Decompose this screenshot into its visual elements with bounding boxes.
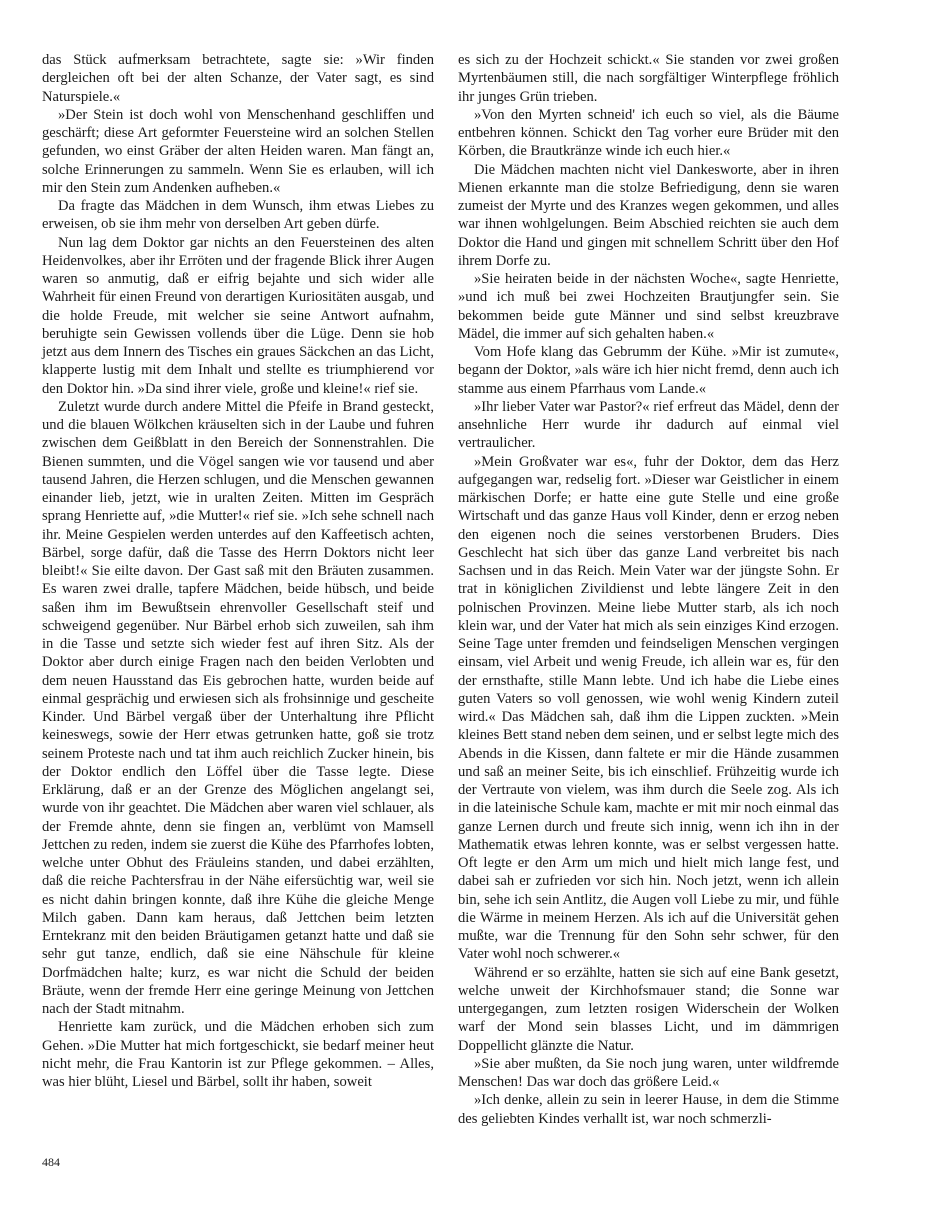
- paragraph: Die Mädchen machten nicht viel Dankesworte, aber in ihren Mienen erkannte man die stolze Befriedigung, denn sie waren zumeist der Myrte und des Kranzes wegen gekommen, und alles war ihnen wohlgelungen. Beim Abschied reichten sie auch dem Doktor die Hand und gingen mit schnellem Schritt über den Hof ihrem Dorfe zu.: [458, 161, 839, 269]
- paragraph: es sich zu der Hochzeit schickt.« Sie standen vor zwei großen Myrtenbäumen still, die nach sorgfältiger Winterpflege fröhlich ihr junges Grün trieben.: [458, 52, 839, 105]
- paragraph: »Mein Großvater war es«, fuhr der Doktor, dem das Herz aufgegangen war, redselig fort. »Dieser war Geistlicher in einem märkischen Dorfe; er hatte eine gute Stelle und eine große Wirtschaft und das ganze Haus voll Kinder, denn er erzog neben den eigenen noch die seines verstorbenen Bruders. Dies Geschlecht hat sich über das ganze Land verbreitet bis nach Sachsen und in das Reich. Mein Vater war der jüngste Sohn. Er trat in königlichen Zivildienst und lebte längere Zeit in den polnischen Provinzen. Meine liebe Mutter starb, als ich noch klein war, und der Vater hat mich als sein einziges Kind erzogen. Seine Tage unter fremden und feindseligen Menschen vergingen einsam, viel Arbeit und wenig Freude, ich allein war es, für den der ernsthafte, stille Mann lebte. Und ich habe die Liebe eines guten Vaters so voll genossen, wie wohl wenig Kindern zuteil wird.« Das Mädchen sah, daß ihm die Lippen zuckten. »Mein kleines Bett stand neben dem seinen, und er selbst legte mich des Abends in die Kissen, dann faltete er mir die Hände zusammen und saß an meiner Seite, bis ich einschlief. Frühzeitig wurde ich der Vertraute von vielem, was ihm durch die Seele zog. Als ich in die lateinische Schule kam, machte er mit mir noch einmal das ganze Lernen durch und freute sich innig, wenn ich ihn in der Mathematik etwas lehren konnte, was er selbst vergessen hatte. Oft legte er den Arm um mich und hielt mich lange fest, und dabei sah er zufrieden vor sich hin. Noch jetzt, wenn ich allein bin, sehe ich sein Antlitz, die Augen voll Liebe zu mir, und fühle die Wärme in meinem Herzen. Als ich auf die Universität gehen mußte, war die Trennung für den Sohn sehr schwer, für den Vater wohl noch schwerer.«: [458, 453, 839, 963]
- left-column: [42, 51, 434, 1091]
- paragraph: »Der Stein ist doch wohl von Menschenhand geschliffen und geschärft; diese Art geformter Feuersteine wird an solchen Stellen gefunden, wo einst Gräber der alten Heiden waren. Man fängt an, solche Erinnerungen zu sammeln. Wenn Sie es erlauben, will ich mir den Stein zum Andenken aufheben.«: [42, 106, 434, 196]
- paragraph: Henriette kam zurück, und die Mädchen erhoben sich zum Gehen. »Die Mutter hat mich fortgeschickt, sie bedarf meiner heut nicht mehr, die Frau Kantorin ist zur Pflege gekommen. – Alles, was hier blüht, Liesel und Bärbel, sollt ihr haben, soweit: [42, 1019, 434, 1090]
- paragraph: Während er so erzählte, hatten sie sich auf eine Bank gesetzt, welche unweit der Kirchhofsmauer stand; die Sonne war untergegangen, zum letzten rosigen Widerschein der Wolken warf der Mond sein blasses Licht, und im dämmrigen Doppellicht glänzte die Natur.: [458, 964, 839, 1054]
- paragraph: Vom Hofe klang das Gebrumm der Kühe. »Mir ist zumute«, begann der Doktor, »als wäre ich hier nicht fremd, denn auch ich stamme aus einem Pfarrhaus vom Lande.«: [458, 344, 839, 397]
- paragraph: Da fragte das Mädchen in dem Wunsch, ihm etwas Liebes zu erweisen, ob sie ihm mehr von derselben Art geben dürfe.: [42, 198, 434, 233]
- paragraph: »Sie aber mußten, da Sie noch jung waren, unter wildfremde Menschen! Das war doch das größere Leid.«: [458, 1055, 839, 1090]
- right-column: [458, 51, 839, 1128]
- paragraph: »Ich denke, allein zu sein in leerer Hause, in dem die Stimme des geliebten Kindes verhallt ist, war noch schmerzli-: [458, 1092, 839, 1127]
- paragraph: Zuletzt wurde durch andere Mittel die Pfeife in Brand gesteckt, und die blauen Wölkchen kräuselten sich in der Laube und fuhren zwischen dem Geißblatt in den Bereich der Sonnenstrahlen. Die Bienen summten, und die Vögel sangen wie vor tausend und aber tausend Jahren, die Herzen schlugen, und die Menschen gewannen einander lieb, jetzt, wie in uralten Zeiten. Mitten im Gespräch sprang Henriette auf, »die Mutter!« rief sie. »Ich sehe schnell nach ihr. Meine Gespielen werden unterdes auf den Kaffeetisch achten, Bärbel, sorge dafür, daß die Tasse des Herrn Doktors nicht leer bleibt!« Sie eilte davon. Der Gast saß mit den Bräuten zusammen. Es waren zwei dralle, tapfere Mädchen, beide hübsch, und beide saßen ihm im Bewußtsein ehrenvoller Gesellschaft steif und schweigend gegenüber. Nur Bärbel erhob sich zuweilen, sah ihm in die Tasse und setzte sich wieder fest auf ihren Sitz. Als der Doktor aber durch einige Fragen nach den beiden Verlobten und dem neuen Hausstand das Eis gebrochen hatte, wurden beide auf einmal gesprächig und erwiesen sich als frohsinnige und gescheite Kinder. Und Bärbel vergaß über der Unterhaltung ihre Pflicht keineswegs, sowie der Herr etwas getrunken hatte, goß sie trotz seinem Proteste nach und tat ihm auch reichlich Zucker hinein, bis der Doktor endlich den Löffel über die Tasse legte. Diese Erklärung, daß er an der Grenze des Möglichen angelangt sei, wurde von ihr geachtet. Die Mädchen aber waren viel schlauer, als der Fremde ahnte, denn sie fingen an, verblümt von Mamsell Jettchen zu reden, indem sie zuerst die Kühe des Pfarrhofes lobten, welche unter Obhut des Fräuleins standen, und dabei erzählten, daß die reiche Pachtersfrau in der Nähe eifersüchtig war, weil sie es nicht dahin bringen konnte, daß ihre Kühe die gleiche Menge Milch gaben. Dann kam heraus, daß Jettchen beim letzten Erntekranz mit den beiden Bräutigamen getanzt hatte und daß sie sehr gut tanze, endlich, daß sie eine Nähschule für kleine Dorfmädchen halte; kurz, es war nicht die Schuld der beiden Bräute, wenn der fremde Herr eine geringe Meinung von Jettchen nach der Stadt mitnahm.: [42, 398, 434, 1017]
- page-number: 484: [42, 1155, 60, 1169]
- paragraph: »Sie heiraten beide in der nächsten Woche«, sagte Henriette, »und ich muß bei zwei Hochzeiten Brautjungfer sein. Sie bekommen beide gute Männer und sind selbst kreuzbrave Mädel, die immer auf sich gehalten haben.«: [458, 271, 839, 342]
- paragraph: das Stück aufmerksam betrachtete, sagte sie: »Wir finden dergleichen oft bei der alten Schanze, der Vater sagt, es sind Naturspiele.«: [42, 52, 434, 105]
- paragraph: »Ihr lieber Vater war Pastor?« rief erfreut das Mädel, denn der ansehnliche Herr wurde ihr dadurch auf einmal viel vertraulicher.: [458, 398, 839, 452]
- paragraph: Nun lag dem Doktor gar nichts an den Feuersteinen des alten Heidenvolkes, aber ihr Erröten und der fragende Blick ihrer Augen waren so anmutig, daß er eifrig bejahte und sich wider alle Wahrheit für einen Freund von derartigen Kuriositäten ausgab, und die holde Freude, mit welcher sie seine Antwort aufnahm, beruhigte sein Gewissen vollends über die Lüge. Denn sie hob jetzt aus dem Innern des Tisches ein graues Säckchen an das Licht, klapperte lustig mit dem Inhalt und stellte es triumphierend vor den Doktor hin. »Da sind ihrer viele, große und kleine!« rief sie.: [42, 234, 434, 397]
- paragraph: »Von den Myrten schneid' ich euch so viel, als die Bäume entbehren können. Schickt den Tag vorher eure Brüder mit den Körben, die Brautkränze winde ich euch hier.«: [458, 106, 839, 160]
